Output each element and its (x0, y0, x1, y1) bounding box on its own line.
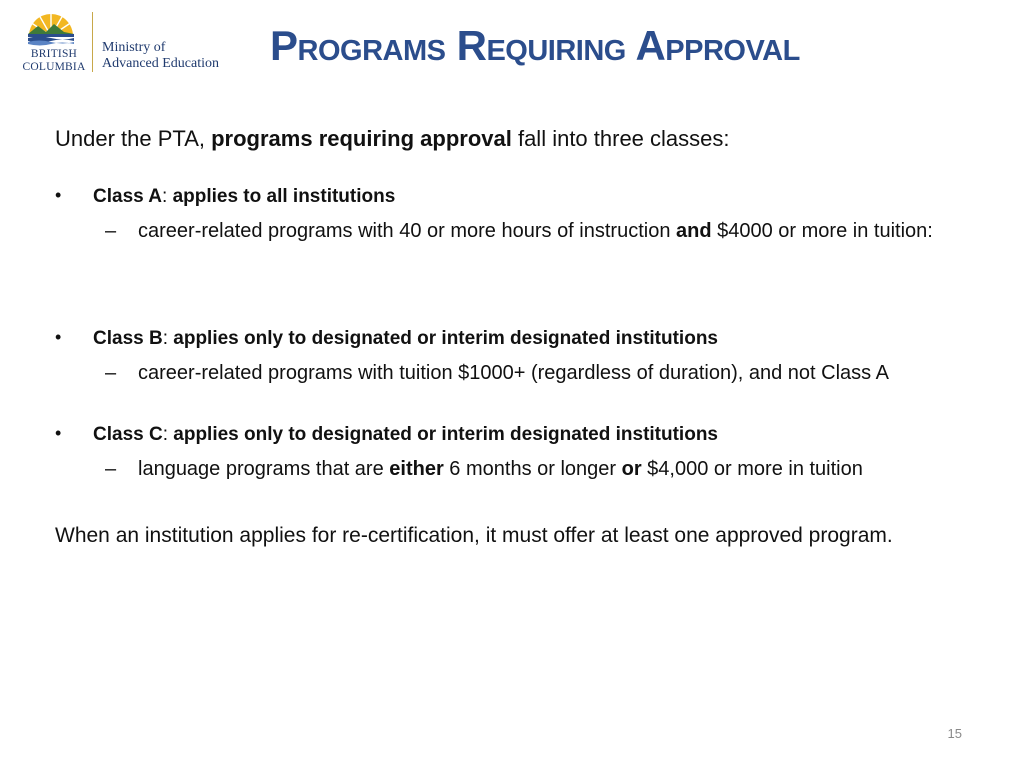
class-a-detail-part1: career-related programs with 40 or more hours of instruction (138, 220, 677, 242)
class-a-detail (55, 216, 955, 246)
class-b-sep: : (162, 328, 174, 349)
slide-body (55, 126, 955, 551)
class-b-detail (55, 358, 955, 388)
class-a-name: Class A (93, 186, 162, 207)
intro-bold: programs requiring approval (211, 126, 512, 151)
bullet-dot-icon: • (55, 185, 62, 205)
ministry-line-2: Advanced Education (102, 56, 220, 71)
class-a-scope: applies to all institutions (172, 186, 396, 207)
dash-icon: – (105, 220, 117, 242)
bc-sun-logo-icon (20, 10, 82, 46)
class-c-detail-part3: $4,000 or more in tuition (641, 458, 863, 480)
class-c-detail (55, 454, 955, 484)
intro-paragraph (55, 126, 955, 152)
slide-title: Programs Requiring Approval (270, 22, 800, 69)
class-c-detail-bold1: either (389, 458, 444, 480)
bc-line-2: COLUMBIA (22, 61, 86, 73)
logo-divider (92, 12, 93, 72)
ministry-name (102, 40, 219, 72)
page-number: 15 (947, 726, 962, 741)
class-a-sep: : (162, 186, 173, 207)
dash-icon: – (105, 458, 117, 480)
class-b-detail-text: career-related programs with tuition $1000+ (regardless of duration), and not Class A (138, 362, 889, 384)
class-c-detail-part1: language programs that are (138, 458, 390, 480)
class-c-bullet (55, 424, 955, 446)
closing-paragraph: When an institution applies for re-certification, it must offer at least one approved program. (55, 524, 893, 547)
bc-ministry-logo (12, 10, 227, 74)
class-c-scope: applies only to designated or interim designated institutions (173, 424, 718, 445)
bullet-dot-icon: • (55, 327, 62, 347)
class-c-detail-part2: 6 months or longer (443, 458, 622, 480)
ministry-line-1: Ministry of (102, 40, 166, 55)
dash-icon: – (105, 362, 117, 384)
class-b-scope: applies only to designated or interim designated institutions (173, 328, 718, 349)
intro-suffix: fall into three classes: (511, 126, 730, 151)
class-c-sep: : (162, 424, 174, 445)
intro-prefix: Under the PTA, (55, 126, 212, 151)
bc-line-1: BRITISH (30, 48, 78, 60)
class-a-bullet (55, 186, 955, 208)
class-b-bullet (55, 328, 955, 350)
class-a-detail-bold: and (676, 220, 712, 242)
class-c-name: Class C (93, 424, 163, 445)
class-c-detail-bold2: or (621, 458, 642, 480)
bullet-dot-icon: • (55, 423, 62, 443)
class-b-name: Class B (93, 328, 163, 349)
class-a-detail-part2: $4000 or more in tuition: (711, 220, 933, 242)
bc-wordmark (12, 48, 96, 74)
